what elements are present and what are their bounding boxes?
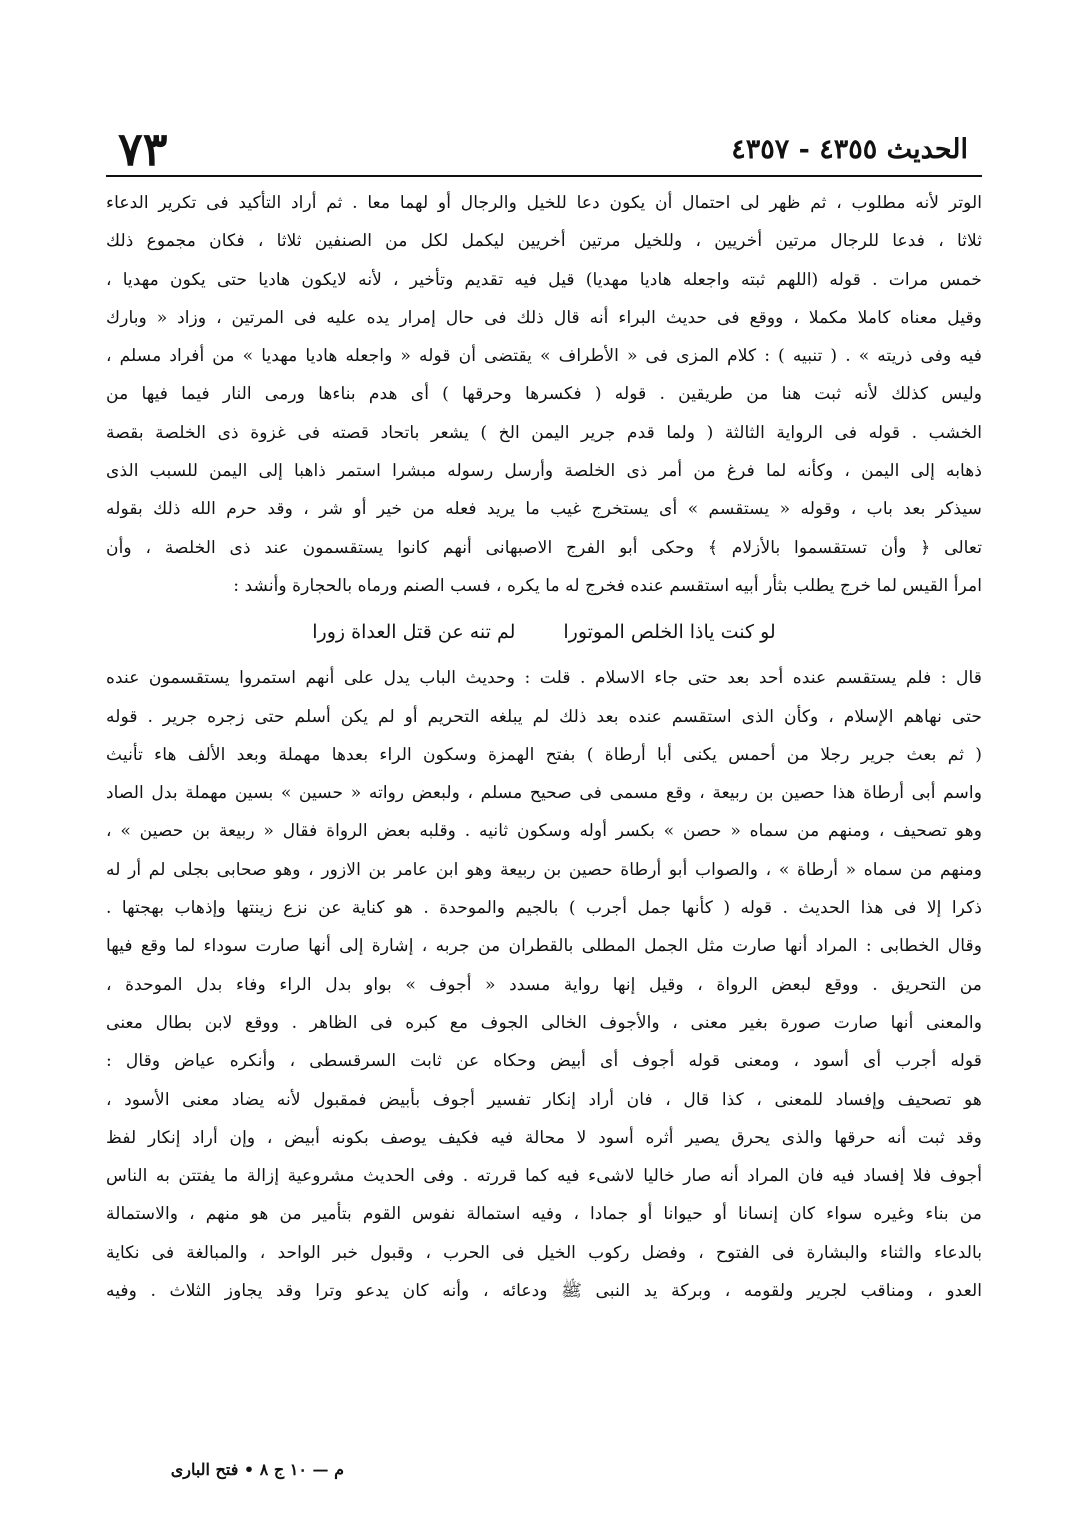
text-line: العدو ، ومناقب لجرير ولقومه ، وبركة يد النبى ﷺ ودعائه ، وأنه كان يدعو وترا وقد يجاوز الثلاث . وفيه: [106, 1281, 982, 1302]
text-line: وقيل معناه كاملا مكملا ، ووقع فى حديث البراء أنه قال ذلك فى حال إمرار يده عليه فى المرتين ، وزاد « وبارك: [106, 307, 982, 328]
text-line: ذهابه إلى اليمن ، وكأنه لما فرغ من أمر ذى الخلصة وأرسل رسوله مبشرا استمر ذاهبا إلى اليمن للسبب الذى: [106, 461, 982, 482]
verse-hemistich-2: لم تنه عن قتل العداة زورا: [312, 621, 516, 644]
poetry-verse: [106, 605, 982, 659]
text-line: واسم أبى أرطاة هذا حصين بن ربيعة ، وقع مسمى فى صحيح مسلم ، ولبعض رواته « حسين » بسين مهملة بدل الصاد: [106, 783, 982, 804]
header-rule: [106, 175, 982, 177]
text-line: هو تصحيف وإفساد للمعنى ، كذا قال ، فان أراد إنكار تفسير أجوف بأبيض فمقبول لأنه يضاد معنى الأسود ،: [106, 1089, 982, 1110]
commentary-paragraph-1: [106, 184, 982, 605]
text-line: سيذكر بعد باب ، وقوله « يستقسم » أى يستخرج غيب ما يريد فعله من خير أو شر ، وقد حرم الله ذلك بقوله: [106, 499, 982, 520]
commentary-paragraph-2: [106, 659, 982, 1310]
text-line: ومنهم من سماه « أرطاة » ، والصواب أبو أرطاة حصين بن ربيعة وهو ابن عامر بن الازور ، وهو صحابى بجلى لم أر له: [106, 859, 982, 880]
text-line: ذكرا إلا فى هذا الحديث . قوله ( كأنها جمل أجرب ) بالجيم والموحدة . هو كناية عن نزع زينتها وإذهاب بهجتها .: [106, 898, 982, 919]
page-footer-signature: م — ١٠ ج ٨ • فتح البارى: [170, 1460, 344, 1479]
text-line: ( ثم بعث جرير رجلا من أحمس يكنى أبا أرطاة ) بفتح الهمزة وسكون الراء بعدها مهملة وبعد الألف هاء تأنيث: [106, 744, 982, 765]
page-number: ٧٣: [118, 122, 168, 176]
text-line: وقال الخطابى : المراد أنها صارت مثل الجمل المطلى بالقطران من جربه ، إشارة إلى أنها صارت سوداء لما وقع فيها: [106, 936, 982, 957]
text-line: وليس كذلك لأنه ثبت هنا من طريقين . قوله ( فكسرها وحرقها ) أى هدم بناءها ورمى النار فيما فيها من: [106, 384, 982, 405]
text-line: وهو تصحيف ، ومنهم من سماه « حصن » بكسر أوله وسكون ثانيه . وقلبه بعض الرواة فقال « ربيعة بن حصين » ،: [106, 821, 982, 842]
text-line: حتى نهاهم الإسلام ، وكأن الذى استقسم عنده بعد ذلك لم يبلغه التحريم أو لم يكن أسلم حتى زجره جرير . قوله: [106, 706, 982, 727]
text-line: أجوف فلا إفساد فيه فان المراد أنه صار خاليا لاشىء فيه كما قررته . وفى الحديث مشروعية إزالة ما يفتتن به الناس: [106, 1166, 982, 1187]
text-line: قال : فلم يستقسم عنده أحد بعد حتى جاء الاسلام . قلت : وحديث الباب يدل على أنهم استمروا يستقسمون عنده: [106, 668, 982, 689]
hadith-range-heading: الحديث ٤٣٥٥ - ٤٣٥٧: [731, 134, 968, 165]
text-line: والمعنى أنها صارت صورة بغير معنى ، والأجوف الخالى الجوف مع كبره فى الظاهر . ووقع لابن بطال معنى: [106, 1012, 982, 1033]
verse-hemistich-1: لو كنت ياذا الخلص الموتورا: [563, 621, 776, 644]
page-body: [106, 184, 982, 1310]
text-line: فيه وفى ذريته » . ( تنبيه ) : كلام المزى فى « الأطراف » يقتضى أن قوله « واجعله هاديا مهديا » من أفراد مسلم ،: [106, 346, 982, 367]
page-header: [110, 122, 980, 176]
text-line: من التحريق . ووقع لبعض الرواة ، وقيل إنها رواية مسدد « أجوف » بواو بدل الراء وفاء بدل الموحدة ،: [106, 974, 982, 995]
text-line: بالدعاء والثناء والبشارة فى الفتوح ، وفضل ركوب الخيل فى الحرب ، وقبول خبر الواحد ، والمبالغة فى نكاية: [106, 1242, 982, 1263]
text-line: الخشب . قوله فى الرواية الثالثة ( ولما قدم جرير اليمن الخ ) يشعر باتحاد قصته فى غزوة ذى الخلصة بقصة: [106, 422, 982, 443]
text-line: ثلاثا ، فدعا للرجال مرتين أخريين ، وللخيل مرتين أخريين ليكمل لكل من الصنفين ثلاثا ، فكان مجموع ذلك: [106, 231, 982, 252]
text-line: قوله أجرب أى أسود ، ومعنى قوله أجوف أى أبيض وحكاه عن ثابت السرقسطى ، وأنكره عياض وقال :: [106, 1051, 982, 1072]
text-line: وقد ثبت أنه حرقها والذى يحرق يصير أثره أسود لا محالة فيه فكيف يوصف بكونه أبيض ، وإن أراد إنكار لفظ: [106, 1127, 982, 1148]
text-line: الوتر لأنه مطلوب ، ثم ظهر لى احتمال أن يكون دعا للخيل والرجال أو لهما معا . ثم أراد التأكيد فى تكرير الدعاء: [106, 193, 982, 213]
text-line: امرأ القيس لما خرج يطلب بثأر أبيه استقسم عنده فخرج له ما يكره ، فسب الصنم ورماه بالحجارة وأنشد :: [233, 575, 982, 596]
text-line: خمس مرات . قوله (اللهم ثبته واجعله هاديا مهديا) قيل فيه تقديم وتأخير ، لأنه لايكون هاديا حتى يكون مهديا ،: [106, 269, 982, 290]
text-line: من بناء وغيره سواء كان إنسانا أو حيوانا أو جمادا ، وفيه استمالة نفوس القوم بتأمير من هو منهم ، والاستمالة: [106, 1204, 982, 1225]
text-line: تعالى ﴿ وأن تستقسموا بالأزلام ﴾ وحكى أبو الفرج الاصبهانى أنهم كانوا يستقسمون عند ذى الخلصة ، وأن: [106, 537, 982, 558]
